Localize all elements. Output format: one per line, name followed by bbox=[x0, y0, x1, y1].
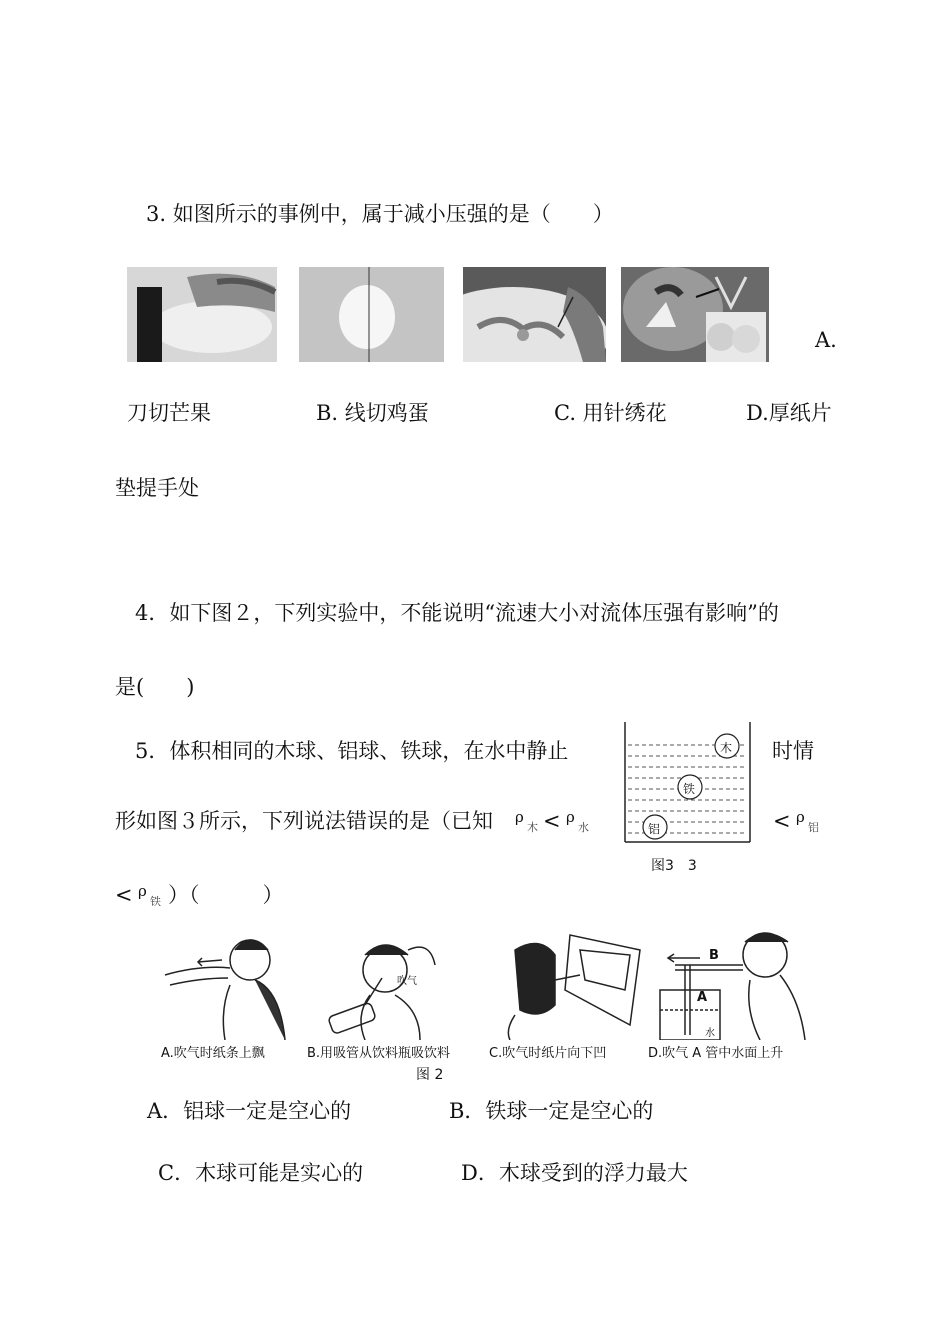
q4-stem-cont: 是( ) bbox=[115, 675, 195, 699]
photo-knife-mango bbox=[127, 267, 277, 362]
figure-2-caption: 图 2 bbox=[416, 1067, 444, 1083]
q5-stem-line2: 形如图３所示，下列说法错误的是（已知 bbox=[115, 809, 493, 833]
figure-2-tube-b-label: B bbox=[709, 948, 719, 963]
rho-symbol-1: ρ bbox=[515, 808, 524, 826]
figure-2-caption-a: A.吹气时纸条上飘 bbox=[161, 1046, 265, 1061]
less-than-1: < bbox=[543, 809, 561, 833]
q5-stem: 5．体积相同的木球、铝球、铁球，在水中静止 bbox=[135, 739, 569, 763]
q3-option-a-letter: A. bbox=[815, 328, 837, 352]
q5-option-a: A．铝球一定是空心的 bbox=[147, 1099, 352, 1123]
photo-paper-handle bbox=[621, 267, 769, 362]
q3-option-d: D.厚纸片 bbox=[746, 401, 832, 425]
rho-symbol-3: ρ bbox=[796, 808, 805, 826]
figure-2-tube-a-label: A bbox=[697, 990, 708, 1005]
figure-2-water-label: 水 bbox=[705, 1028, 715, 1039]
q3-stem: 3. 如图所示的事例中，属于减小压强的是（ ） bbox=[146, 202, 614, 226]
figure-2-blow-label: 吹气 bbox=[397, 976, 417, 987]
q5-option-b: B．铁球一定是空心的 bbox=[449, 1099, 654, 1123]
ball-aluminum-label: 铝 bbox=[648, 822, 661, 836]
less-than-3: < bbox=[115, 883, 133, 907]
photo-needle-embroidery bbox=[463, 267, 606, 362]
less-than-2: < bbox=[773, 809, 791, 833]
rho-symbol-2: ρ bbox=[566, 808, 575, 826]
q4-stem: 4．如下图２，下列实验中，不能说明“流速大小对流体压强有影响”的 bbox=[135, 601, 779, 625]
q3-option-b: B. 线切鸡蛋 bbox=[316, 401, 429, 425]
rho-sub-wood: 木 bbox=[527, 821, 538, 834]
ball-iron-label: 铁 bbox=[683, 782, 696, 796]
q5-stem-tail: 时情 bbox=[772, 739, 814, 763]
q3-option-a-text: 刀切芒果 bbox=[127, 401, 211, 425]
q3-option-c: C. 用针绣花 bbox=[554, 401, 667, 425]
ball-wood-label: 木 bbox=[720, 741, 733, 755]
photo-thread-egg bbox=[299, 267, 444, 362]
figure-2-caption-b: B.用吸管从饮料瓶吸饮料 bbox=[307, 1046, 451, 1061]
rho-symbol-4: ρ bbox=[138, 882, 147, 900]
figure-3-caption: 图3 3 bbox=[651, 858, 697, 874]
figure-2-caption-d: D.吹气 A 管中水面上升 bbox=[648, 1046, 784, 1061]
rho-sub-water: 水 bbox=[578, 821, 589, 834]
q3-option-d-cont: 垫提手处 bbox=[115, 476, 199, 500]
q5-stem-line3: ）（ ） bbox=[168, 883, 284, 907]
rho-sub-al: 铝 bbox=[808, 821, 819, 834]
figure-2-caption-c: C.吹气时纸片向下凹 bbox=[489, 1046, 607, 1061]
q5-option-c: C．木球可能是实心的 bbox=[158, 1161, 364, 1185]
rho-sub-fe: 铁 bbox=[150, 895, 161, 908]
q5-option-d: D．木球受到的浮力最大 bbox=[461, 1161, 688, 1185]
